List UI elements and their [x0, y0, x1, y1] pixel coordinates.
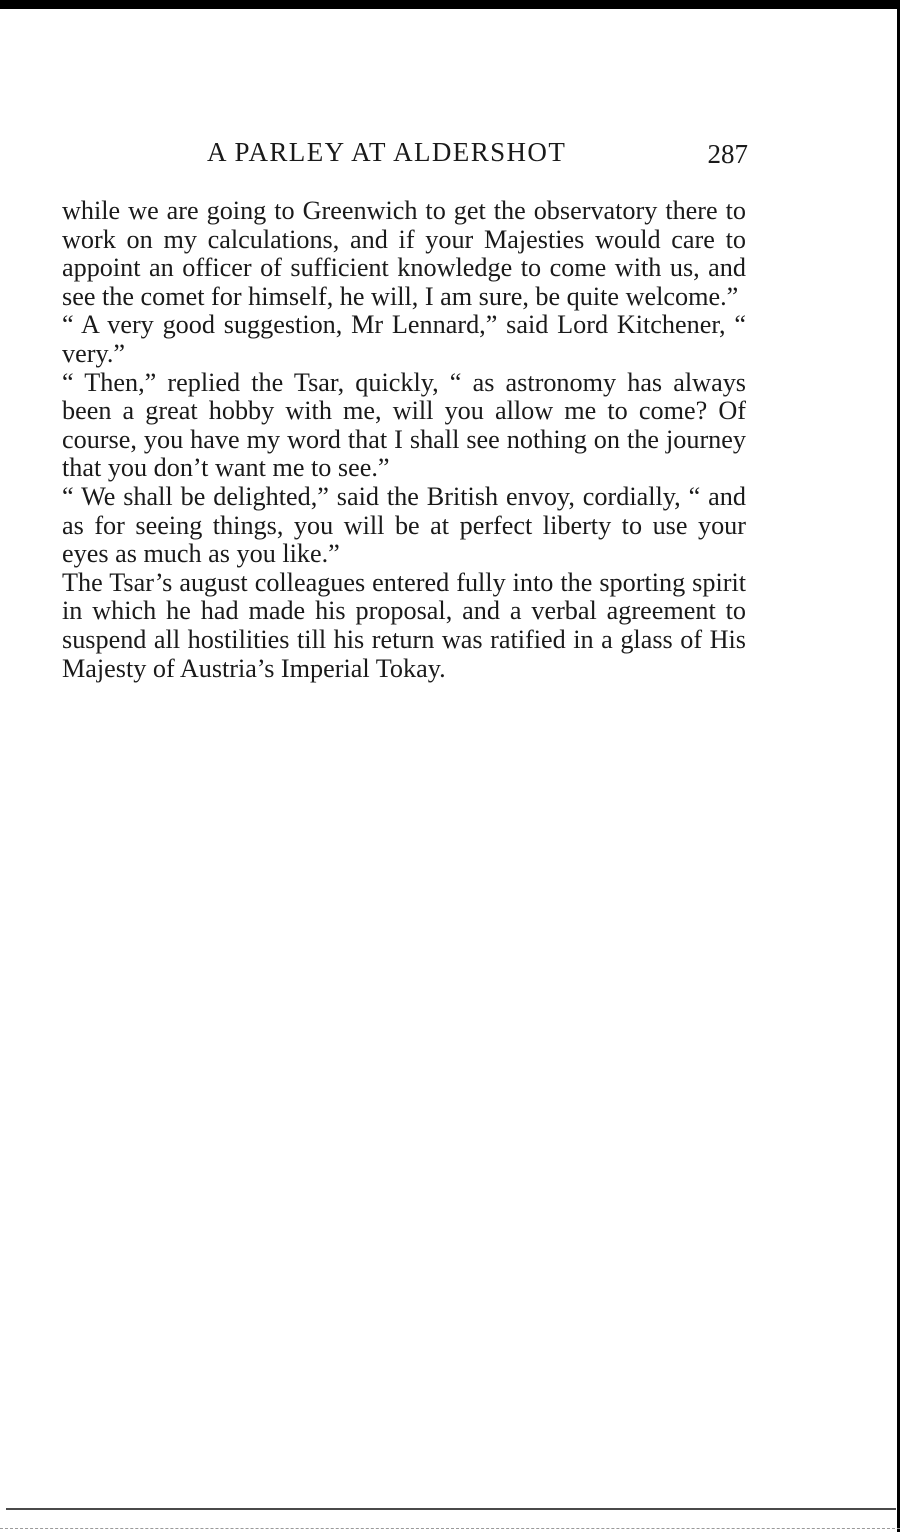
- paragraph-1: while we are going to Greenwich to get the observatory there to work on my calculations, and if your Majesties would care to appoint an officer of sufficient knowledge to come with us, and see the comet for himself, he will, I am sure, be quite welcome.”: [62, 196, 746, 311]
- body-text: [62, 197, 746, 683]
- scan-bottom-rule: [6, 1508, 896, 1510]
- running-title: A PARLEY AT ALDERSHOT: [207, 137, 567, 167]
- page-number: 287: [707, 139, 748, 169]
- paragraph-4: “ We shall be delighted,” said the British envoy, cordially, “ and as for seeing things, you will be at perfect liberty to use your eyes as much as you like.”: [62, 481, 746, 569]
- paragraph-2: “ A very good suggestion, Mr Lennard,” said Lord Kitchener, “ very.”: [62, 310, 746, 368]
- paragraph-3: “ Then,” replied the Tsar, quickly, “ as astronomy has always been a great hobby with me, will you allow me to come? Of course, you have my word that I shall see nothing on the journey that you don’t want me to see.”: [62, 367, 746, 483]
- paragraph-5: The Tsar’s august colleagues entered fully into the sporting spirit in which he had made his proposal, and a verbal agreement to suspend all hostilities till his return was ratified in a glass of His Majesty of Austria’s Imperial Tokay.: [62, 567, 746, 683]
- scan-bottom-edge: [0, 1528, 900, 1530]
- scan-top-border: [0, 0, 900, 9]
- running-head: [62, 135, 752, 175]
